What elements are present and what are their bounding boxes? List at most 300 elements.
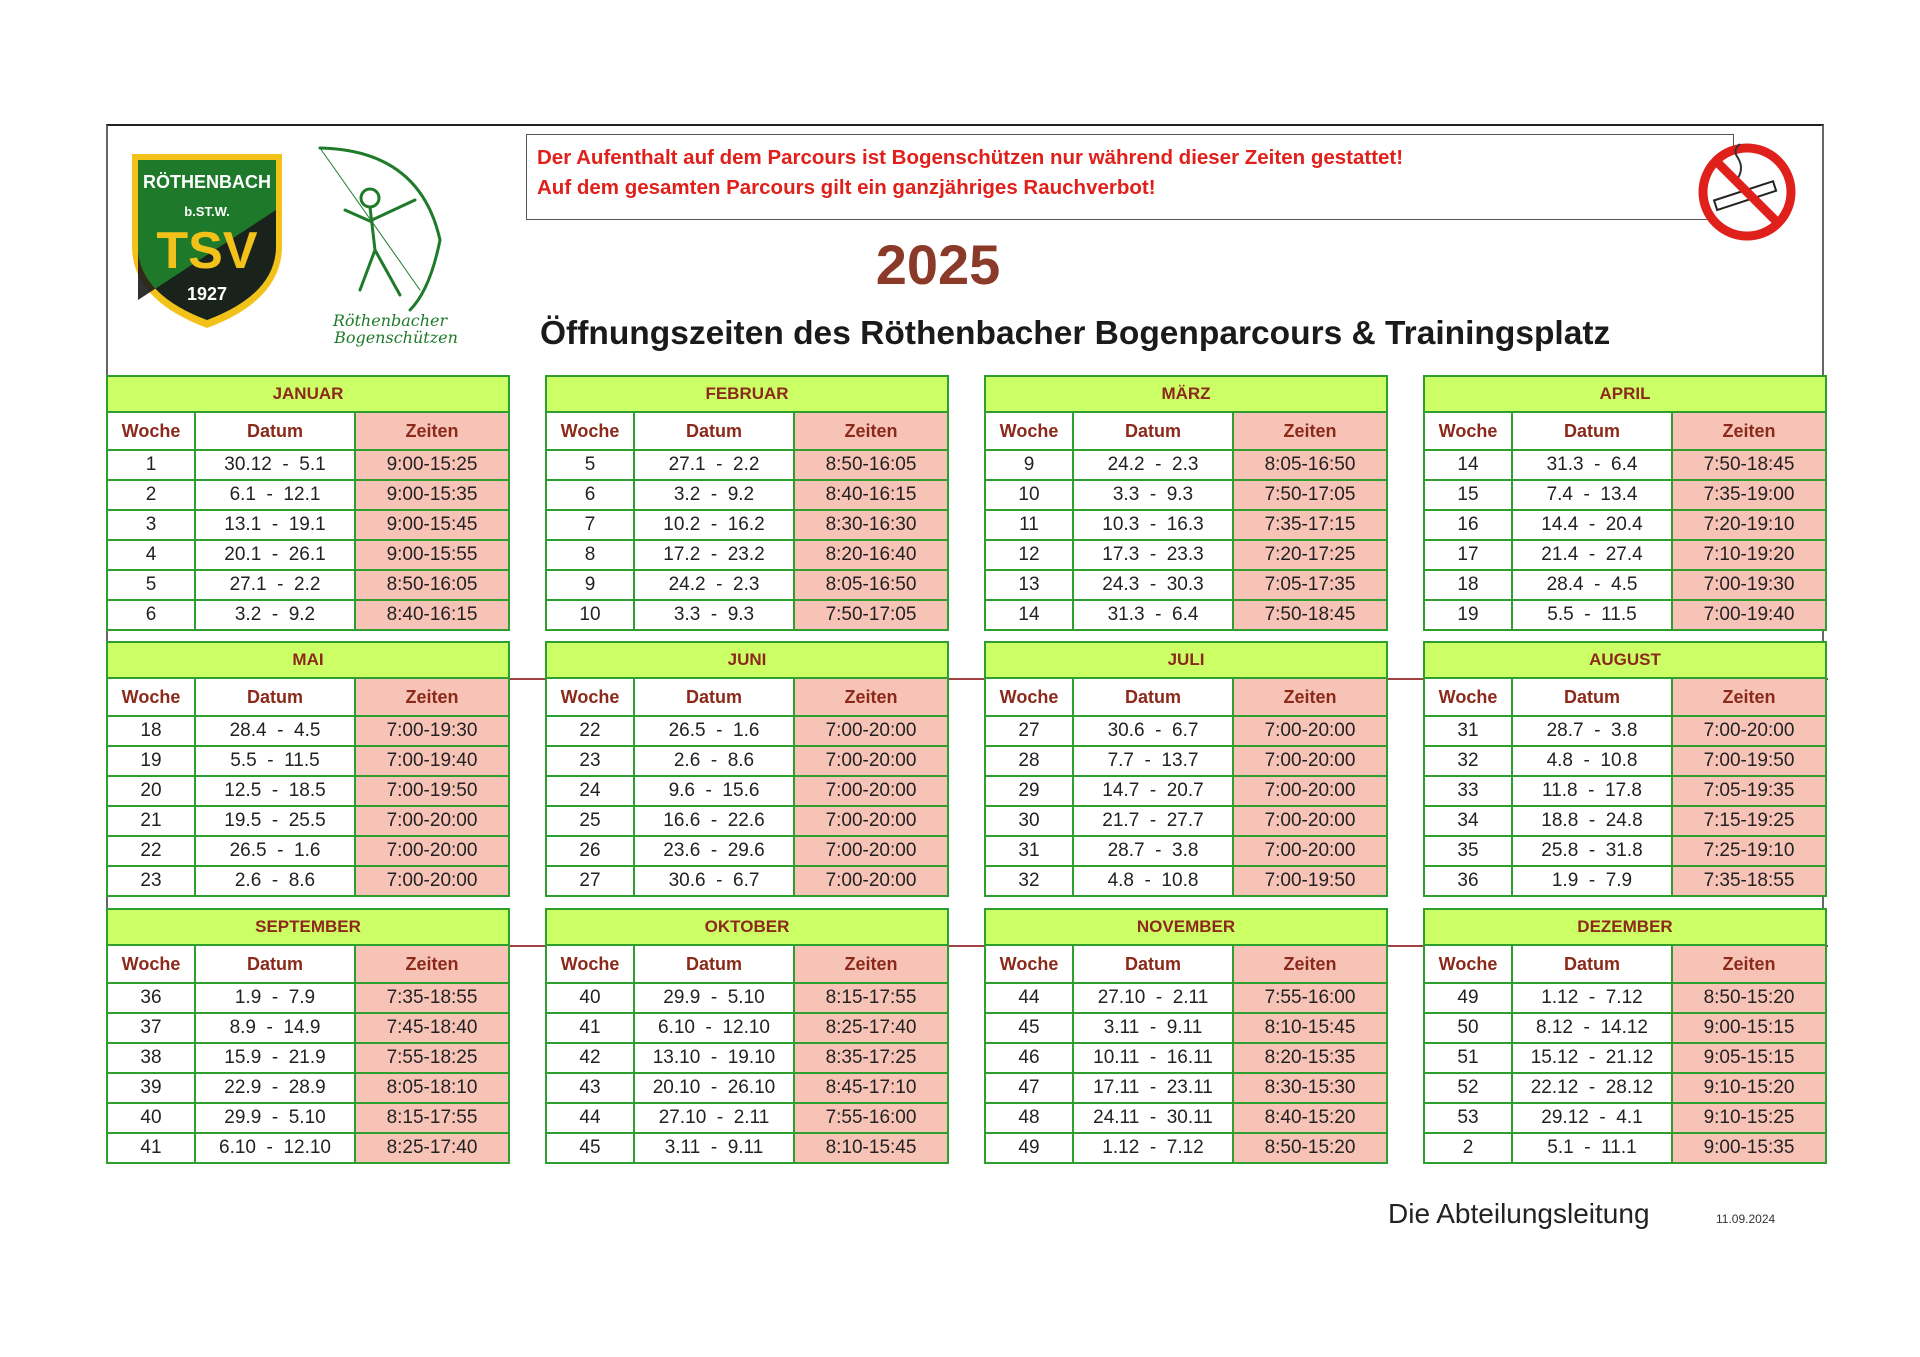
week-cell: 48: [985, 1103, 1073, 1133]
table-row: [546, 480, 948, 510]
time-cell: 7:00-20:00: [794, 806, 948, 836]
time-cell: 7:35-19:00: [1672, 480, 1826, 510]
col-header-zeiten: Zeiten: [1672, 945, 1826, 983]
month-name: AUGUST: [1424, 642, 1826, 678]
week-cell: 22: [546, 716, 634, 746]
table-row: [1424, 1133, 1826, 1163]
col-header-zeiten: Zeiten: [1233, 412, 1387, 450]
col-header-datum: Datum: [1073, 678, 1233, 716]
week-cell: 35: [1424, 836, 1512, 866]
date-range-cell: 29.12 - 4.1: [1512, 1103, 1672, 1133]
col-header-zeiten: Zeiten: [355, 412, 509, 450]
date-range-cell: 10.2 - 16.2: [634, 510, 794, 540]
month-name: JULI: [985, 642, 1387, 678]
date-range-cell: 22.9 - 28.9: [195, 1073, 355, 1103]
month-grid: [1423, 908, 1827, 1164]
date-range-cell: 9.6 - 15.6: [634, 776, 794, 806]
date-range-cell: 4.8 - 10.8: [1512, 746, 1672, 776]
month-name: NOVEMBER: [985, 909, 1387, 945]
time-cell: 7:00-20:00: [794, 746, 948, 776]
table-row: [1424, 600, 1826, 630]
week-cell: 32: [985, 866, 1073, 896]
time-cell: 7:45-18:40: [355, 1013, 509, 1043]
table-row: [546, 1043, 948, 1073]
table-row: [1424, 776, 1826, 806]
week-cell: 38: [107, 1043, 195, 1073]
week-cell: 17: [1424, 540, 1512, 570]
week-cell: 20: [107, 776, 195, 806]
time-cell: 8:30-15:30: [1233, 1073, 1387, 1103]
month-name: SEPTEMBER: [107, 909, 509, 945]
week-cell: 2: [107, 480, 195, 510]
date-range-cell: 24.3 - 30.3: [1073, 570, 1233, 600]
date-range-cell: 6.10 - 12.10: [195, 1133, 355, 1163]
table-row: [107, 1073, 509, 1103]
week-cell: 44: [985, 983, 1073, 1013]
week-cell: 42: [546, 1043, 634, 1073]
date-range-cell: 12.5 - 18.5: [195, 776, 355, 806]
month-grid: [545, 908, 949, 1164]
month-table: [545, 641, 947, 897]
time-cell: 8:05-16:50: [1233, 450, 1387, 480]
table-row: [546, 1013, 948, 1043]
time-cell: 7:50-17:05: [794, 600, 948, 630]
table-row: [985, 866, 1387, 896]
week-cell: 31: [1424, 716, 1512, 746]
table-row: [1424, 983, 1826, 1013]
month-name: JUNI: [546, 642, 948, 678]
week-cell: 1: [107, 450, 195, 480]
table-row: [985, 806, 1387, 836]
week-cell: 36: [1424, 866, 1512, 896]
date-range-cell: 19.5 - 25.5: [195, 806, 355, 836]
week-cell: 31: [985, 836, 1073, 866]
table-row: [546, 540, 948, 570]
date-range-cell: 13.10 - 19.10: [634, 1043, 794, 1073]
week-cell: 5: [546, 450, 634, 480]
col-header-datum: Datum: [634, 678, 794, 716]
col-header-datum: Datum: [634, 945, 794, 983]
week-cell: 51: [1424, 1043, 1512, 1073]
date-range-cell: 30.6 - 6.7: [1073, 716, 1233, 746]
col-header-zeiten: Zeiten: [1672, 678, 1826, 716]
time-cell: 8:20-15:35: [1233, 1043, 1387, 1073]
notice-line-2: Auf dem gesamten Parcours gilt ein ganzjähriges Rauchverbot!: [537, 176, 1156, 199]
table-row: [107, 480, 509, 510]
time-cell: 7:20-17:25: [1233, 540, 1387, 570]
week-cell: 5: [107, 570, 195, 600]
footer-date: 11.09.2024: [1716, 1212, 1776, 1226]
date-range-cell: 16.6 - 22.6: [634, 806, 794, 836]
time-cell: 7:55-16:00: [794, 1103, 948, 1133]
time-cell: 7:00-20:00: [794, 866, 948, 896]
date-range-cell: 3.2 - 9.2: [634, 480, 794, 510]
time-cell: 8:25-17:40: [355, 1133, 509, 1163]
time-cell: 8:10-15:45: [1233, 1013, 1387, 1043]
time-cell: 7:00-20:00: [794, 836, 948, 866]
time-cell: 7:00-20:00: [1233, 746, 1387, 776]
table-row: [546, 716, 948, 746]
date-range-cell: 28.7 - 3.8: [1512, 716, 1672, 746]
time-cell: 8:15-17:55: [355, 1103, 509, 1133]
table-row: [1424, 716, 1826, 746]
month-grid: [1423, 641, 1827, 897]
table-row: [985, 570, 1387, 600]
date-range-cell: 14.7 - 20.7: [1073, 776, 1233, 806]
date-range-cell: 2.6 - 8.6: [195, 866, 355, 896]
week-cell: 50: [1424, 1013, 1512, 1043]
year-heading: 2025: [875, 233, 1001, 296]
month-table: [1423, 375, 1825, 631]
week-cell: 16: [1424, 510, 1512, 540]
date-range-cell: 27.10 - 2.11: [1073, 983, 1233, 1013]
time-cell: 9:00-15:35: [1672, 1133, 1826, 1163]
week-cell: 41: [107, 1133, 195, 1163]
week-cell: 39: [107, 1073, 195, 1103]
week-cell: 47: [985, 1073, 1073, 1103]
time-cell: 7:55-18:25: [355, 1043, 509, 1073]
month-grid: [545, 375, 949, 631]
time-cell: 7:05-19:35: [1672, 776, 1826, 806]
week-cell: 27: [546, 866, 634, 896]
time-cell: 9:00-15:25: [355, 450, 509, 480]
time-cell: 7:35-17:15: [1233, 510, 1387, 540]
col-header-zeiten: Zeiten: [355, 678, 509, 716]
time-cell: 7:00-20:00: [355, 836, 509, 866]
col-header-woche: Woche: [1424, 412, 1512, 450]
date-range-cell: 4.8 - 10.8: [1073, 866, 1233, 896]
date-range-cell: 17.11 - 23.11: [1073, 1073, 1233, 1103]
week-cell: 40: [107, 1103, 195, 1133]
col-header-woche: Woche: [1424, 945, 1512, 983]
month-table: [106, 641, 508, 897]
tsv-logo-top: RÖTHENBACH: [143, 172, 271, 192]
time-cell: 7:10-19:20: [1672, 540, 1826, 570]
week-cell: 44: [546, 1103, 634, 1133]
date-range-cell: 28.7 - 3.8: [1073, 836, 1233, 866]
time-cell: 8:25-17:40: [794, 1013, 948, 1043]
time-cell: 9:00-15:35: [355, 480, 509, 510]
date-range-cell: 13.1 - 19.1: [195, 510, 355, 540]
table-row: [107, 836, 509, 866]
col-header-zeiten: Zeiten: [794, 678, 948, 716]
month-name: FEBRUAR: [546, 376, 948, 412]
date-range-cell: 3.11 - 9.11: [1073, 1013, 1233, 1043]
week-cell: 34: [1424, 806, 1512, 836]
table-row: [546, 1133, 948, 1163]
date-range-cell: 5.1 - 11.1: [1512, 1133, 1672, 1163]
week-cell: 10: [985, 480, 1073, 510]
time-cell: 8:05-18:10: [355, 1073, 509, 1103]
time-cell: 7:25-19:10: [1672, 836, 1826, 866]
signature: Die Abteilungsleitung: [1388, 1198, 1650, 1229]
table-row: [1424, 806, 1826, 836]
date-range-cell: 10.3 - 16.3: [1073, 510, 1233, 540]
time-cell: 7:00-19:50: [1233, 866, 1387, 896]
date-range-cell: 10.11 - 16.11: [1073, 1043, 1233, 1073]
time-cell: 7:20-19:10: [1672, 510, 1826, 540]
table-row: [107, 746, 509, 776]
date-range-cell: 15.9 - 21.9: [195, 1043, 355, 1073]
month-name: OKTOBER: [546, 909, 948, 945]
table-row: [985, 1133, 1387, 1163]
col-header-datum: Datum: [195, 412, 355, 450]
week-cell: 12: [985, 540, 1073, 570]
table-row: [1424, 1013, 1826, 1043]
date-range-cell: 8.9 - 14.9: [195, 1013, 355, 1043]
table-row: [1424, 450, 1826, 480]
date-range-cell: 20.1 - 26.1: [195, 540, 355, 570]
time-cell: 8:35-17:25: [794, 1043, 948, 1073]
month-table: [106, 375, 508, 631]
week-cell: 7: [546, 510, 634, 540]
schedule-grid: [106, 375, 1824, 1165]
tsv-logo-main: TSV: [156, 222, 258, 280]
time-cell: 9:00-15:45: [355, 510, 509, 540]
date-range-cell: 5.5 - 11.5: [195, 746, 355, 776]
month-table: [545, 375, 947, 631]
date-range-cell: 27.1 - 2.2: [634, 450, 794, 480]
week-cell: 6: [546, 480, 634, 510]
week-cell: 46: [985, 1043, 1073, 1073]
table-row: [546, 570, 948, 600]
col-header-datum: Datum: [195, 945, 355, 983]
col-header-zeiten: Zeiten: [794, 412, 948, 450]
week-cell: 45: [985, 1013, 1073, 1043]
month-grid: [106, 641, 510, 897]
time-cell: 7:00-20:00: [1233, 716, 1387, 746]
col-header-datum: Datum: [1073, 412, 1233, 450]
week-cell: 43: [546, 1073, 634, 1103]
time-cell: 8:40-16:15: [794, 480, 948, 510]
time-cell: 7:15-19:25: [1672, 806, 1826, 836]
table-row: [985, 1073, 1387, 1103]
time-cell: 7:00-20:00: [1233, 776, 1387, 806]
notice-line-1: Der Aufenthalt auf dem Parcours ist Bogenschützen nur während dieser Zeiten gestattet!: [537, 146, 1404, 169]
table-row: [985, 540, 1387, 570]
date-range-cell: 14.4 - 20.4: [1512, 510, 1672, 540]
date-range-cell: 30.12 - 5.1: [195, 450, 355, 480]
week-cell: 4: [107, 540, 195, 570]
week-cell: 30: [985, 806, 1073, 836]
week-cell: 33: [1424, 776, 1512, 806]
time-cell: 8:05-16:50: [794, 570, 948, 600]
week-cell: 23: [107, 866, 195, 896]
col-header-datum: Datum: [1073, 945, 1233, 983]
date-range-cell: 24.2 - 2.3: [634, 570, 794, 600]
week-cell: 45: [546, 1133, 634, 1163]
week-cell: 2: [1424, 1133, 1512, 1163]
col-header-woche: Woche: [546, 678, 634, 716]
table-row: [546, 983, 948, 1013]
date-range-cell: 23.6 - 29.6: [634, 836, 794, 866]
table-row: [1424, 510, 1826, 540]
week-cell: 37: [107, 1013, 195, 1043]
date-range-cell: 3.3 - 9.3: [634, 600, 794, 630]
date-range-cell: 28.4 - 4.5: [195, 716, 355, 746]
time-cell: 8:50-16:05: [355, 570, 509, 600]
date-range-cell: 30.6 - 6.7: [634, 866, 794, 896]
notice-box: [526, 134, 1734, 220]
date-range-cell: 6.1 - 12.1: [195, 480, 355, 510]
col-header-woche: Woche: [546, 945, 634, 983]
week-cell: 27: [985, 716, 1073, 746]
table-row: [985, 716, 1387, 746]
time-cell: 8:15-17:55: [794, 983, 948, 1013]
date-range-cell: 3.11 - 9.11: [634, 1133, 794, 1163]
time-cell: 7:50-18:45: [1233, 600, 1387, 630]
week-cell: 32: [1424, 746, 1512, 776]
date-range-cell: 1.9 - 7.9: [1512, 866, 1672, 896]
month-grid: [984, 908, 1388, 1164]
table-row: [546, 776, 948, 806]
col-header-woche: Woche: [107, 678, 195, 716]
month-grid: [984, 375, 1388, 631]
page-title: Öffnungszeiten des Röthenbacher Bogenparcours & Trainingsplatz: [540, 315, 1611, 352]
table-row: [1424, 480, 1826, 510]
table-row: [107, 866, 509, 896]
month-grid: [106, 908, 510, 1164]
table-row: [546, 600, 948, 630]
week-cell: 9: [985, 450, 1073, 480]
month-table: [545, 908, 947, 1164]
time-cell: 8:50-15:20: [1672, 983, 1826, 1013]
table-row: [985, 1043, 1387, 1073]
col-header-woche: Woche: [985, 945, 1073, 983]
col-header-zeiten: Zeiten: [794, 945, 948, 983]
date-range-cell: 1.9 - 7.9: [195, 983, 355, 1013]
table-row: [985, 983, 1387, 1013]
col-header-datum: Datum: [1512, 945, 1672, 983]
table-row: [107, 450, 509, 480]
month-name: JANUAR: [107, 376, 509, 412]
week-cell: 15: [1424, 480, 1512, 510]
time-cell: 7:00-20:00: [355, 866, 509, 896]
date-range-cell: 24.2 - 2.3: [1073, 450, 1233, 480]
week-cell: 18: [1424, 570, 1512, 600]
time-cell: 7:00-20:00: [1233, 806, 1387, 836]
date-range-cell: 21.7 - 27.7: [1073, 806, 1233, 836]
month-grid: [984, 641, 1388, 897]
time-cell: 7:50-17:05: [1233, 480, 1387, 510]
week-cell: 21: [107, 806, 195, 836]
table-row: [1424, 836, 1826, 866]
week-cell: 52: [1424, 1073, 1512, 1103]
time-cell: 8:30-16:30: [794, 510, 948, 540]
table-row: [107, 983, 509, 1013]
month-table: [1423, 908, 1825, 1164]
time-cell: 9:00-15:55: [355, 540, 509, 570]
table-row: [1424, 1043, 1826, 1073]
time-cell: 8:45-17:10: [794, 1073, 948, 1103]
week-cell: 9: [546, 570, 634, 600]
tsv-club-logo: [128, 150, 286, 332]
table-row: [107, 540, 509, 570]
week-cell: 53: [1424, 1103, 1512, 1133]
col-header-datum: Datum: [634, 412, 794, 450]
table-row: [107, 776, 509, 806]
date-range-cell: 22.12 - 28.12: [1512, 1073, 1672, 1103]
time-cell: 9:00-15:15: [1672, 1013, 1826, 1043]
date-range-cell: 17.3 - 23.3: [1073, 540, 1233, 570]
date-range-cell: 7.4 - 13.4: [1512, 480, 1672, 510]
time-cell: 7:00-19:50: [1672, 746, 1826, 776]
table-row: [107, 1013, 509, 1043]
week-cell: 14: [985, 600, 1073, 630]
week-cell: 49: [985, 1133, 1073, 1163]
month-name: DEZEMBER: [1424, 909, 1826, 945]
date-range-cell: 24.11 - 30.11: [1073, 1103, 1233, 1133]
date-range-cell: 8.12 - 14.12: [1512, 1013, 1672, 1043]
col-header-zeiten: Zeiten: [1233, 945, 1387, 983]
col-header-zeiten: Zeiten: [1672, 412, 1826, 450]
week-cell: 18: [107, 716, 195, 746]
date-range-cell: 28.4 - 4.5: [1512, 570, 1672, 600]
week-cell: 40: [546, 983, 634, 1013]
table-row: [1424, 540, 1826, 570]
month-table: [106, 908, 508, 1164]
week-cell: 6: [107, 600, 195, 630]
time-cell: 7:00-19:40: [1672, 600, 1826, 630]
time-cell: 7:05-17:35: [1233, 570, 1387, 600]
date-range-cell: 29.9 - 5.10: [634, 983, 794, 1013]
table-row: [546, 746, 948, 776]
week-cell: 8: [546, 540, 634, 570]
week-cell: 28: [985, 746, 1073, 776]
table-row: [546, 510, 948, 540]
date-range-cell: 1.12 - 7.12: [1512, 983, 1672, 1013]
time-cell: 7:00-19:40: [355, 746, 509, 776]
week-cell: 24: [546, 776, 634, 806]
date-range-cell: 1.12 - 7.12: [1073, 1133, 1233, 1163]
time-cell: 7:00-20:00: [794, 776, 948, 806]
table-row: [985, 450, 1387, 480]
date-range-cell: 25.8 - 31.8: [1512, 836, 1672, 866]
month-table: [984, 375, 1386, 631]
date-range-cell: 6.10 - 12.10: [634, 1013, 794, 1043]
time-cell: 7:00-20:00: [1233, 836, 1387, 866]
month-grid: [106, 375, 510, 631]
month-name: APRIL: [1424, 376, 1826, 412]
table-row: [1424, 1103, 1826, 1133]
table-row: [546, 1103, 948, 1133]
date-range-cell: 5.5 - 11.5: [1512, 600, 1672, 630]
archer-logo-line2: Bogenschützen: [334, 328, 458, 347]
table-row: [985, 776, 1387, 806]
archer-logo-line1: Röthenbacher: [332, 311, 448, 330]
table-row: [1424, 1073, 1826, 1103]
month-grid: [1423, 375, 1827, 631]
date-range-cell: 11.8 - 17.8: [1512, 776, 1672, 806]
time-cell: 7:55-16:00: [1233, 983, 1387, 1013]
time-cell: 9:10-15:20: [1672, 1073, 1826, 1103]
col-header-woche: Woche: [107, 945, 195, 983]
date-range-cell: 31.3 - 6.4: [1073, 600, 1233, 630]
table-row: [546, 836, 948, 866]
table-row: [546, 450, 948, 480]
week-cell: 49: [1424, 983, 1512, 1013]
date-range-cell: 27.10 - 2.11: [634, 1103, 794, 1133]
col-header-datum: Datum: [1512, 678, 1672, 716]
col-header-datum: Datum: [1512, 412, 1672, 450]
week-cell: 19: [107, 746, 195, 776]
week-cell: 25: [546, 806, 634, 836]
date-range-cell: 17.2 - 23.2: [634, 540, 794, 570]
week-cell: 36: [107, 983, 195, 1013]
table-row: [546, 806, 948, 836]
week-cell: 10: [546, 600, 634, 630]
date-range-cell: 26.5 - 1.6: [195, 836, 355, 866]
